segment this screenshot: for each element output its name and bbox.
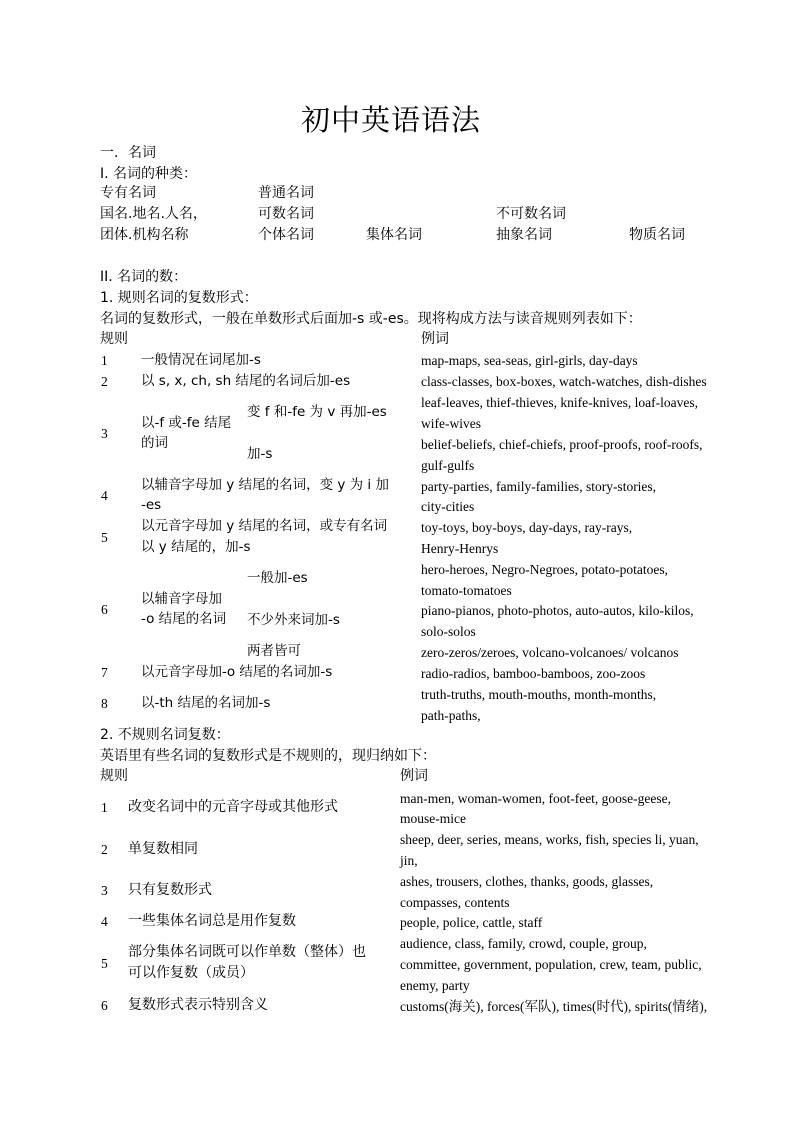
example-text: city-cities	[421, 499, 475, 514]
example-text: party-parties, family-families, story-stories,	[421, 479, 657, 494]
type-proper-noun: 专有名词	[100, 185, 156, 201]
rule-text: 以-th 结尾的名词加-s	[141, 695, 271, 711]
rule-text: 部分集体名词既可以作单数（整体）也	[128, 944, 366, 960]
rule-text: 复数形式表示特别含义	[128, 997, 268, 1013]
example-text: map-maps, sea-seas, girl-girls, day-days	[421, 353, 638, 368]
rule-text: 的词	[141, 435, 168, 451]
rule-text: 以 s, x, ch, sh 结尾的名词后加-es	[141, 373, 351, 389]
rule-text: 改变名词中的元音字母或其他形式	[128, 799, 338, 815]
rule-text: 以-f 或-fe 结尾	[141, 415, 232, 431]
column-header-examples: 例词	[421, 331, 449, 347]
example-text: truth-truths, mouth-mouths, month-months,	[421, 687, 657, 702]
type-collective-noun: 集体名词	[366, 227, 422, 243]
type-material-noun: 物质名词	[629, 227, 685, 243]
example-text: path-paths,	[421, 708, 481, 723]
row-number: 2	[101, 374, 108, 389]
row-number: 6	[101, 602, 108, 617]
example-text: mouse-mice	[400, 811, 466, 826]
example-text: toy-toys, boy-boys, day-days, ray-rays,	[421, 520, 633, 535]
type-countable: 可数名词	[258, 206, 314, 222]
section-heading-nouns: 一．名词	[100, 145, 156, 161]
rule-text: 以元音字母加 y 结尾的名词，或专有名词	[141, 518, 388, 534]
type-abstract-noun: 抽象名词	[496, 227, 552, 243]
example-text: enemy, party	[400, 978, 470, 993]
example-text: gulf-gulfs	[421, 458, 475, 473]
row-number: 5	[101, 956, 108, 971]
column-header-examples: 例词	[400, 768, 428, 784]
regular-plural-intro: 名词的复数形式，一般在单数形式后面加-s 或-es。现将构成方法与读音规则列表如下：	[100, 311, 642, 327]
example-text: zero-zeros/zeroes, volcano-volcanoes/ volcanos	[421, 645, 679, 660]
column-header-rule: 规则	[100, 768, 128, 784]
rule-text: 以辅音字母加 y 结尾的名词，变 y 为 i 加	[141, 477, 389, 493]
row-number: 1	[101, 800, 108, 815]
irregular-plural-intro: 英语里有些名词的复数形式是不规则的，现归纳如下：	[100, 748, 436, 764]
example-text: hero-heroes, Negro-Negroes, potato-potatoes,	[421, 562, 669, 577]
irregular-plural-heading: 2. 不规则名词复数：	[100, 727, 230, 743]
type-individual-noun: 个体名词	[258, 227, 314, 243]
row-number: 6	[101, 998, 108, 1013]
type-common-noun: 普通名词	[258, 185, 314, 201]
example-text: audience, class, family, crowd, couple, group,	[400, 936, 647, 951]
rule-text: -es	[141, 497, 162, 513]
example-text: solo-solos	[421, 624, 476, 639]
subrule-text: 不少外来词加-s	[247, 612, 340, 628]
rule-text: 以元音字母加-o 结尾的名词加-s	[141, 664, 333, 680]
row-number: 3	[101, 883, 108, 898]
type-uncountable: 不可数名词	[496, 206, 566, 222]
row-number: 8	[101, 696, 108, 711]
row-number: 4	[101, 914, 108, 929]
rule-text: 以辅音字母加	[141, 591, 222, 607]
row-number: 1	[101, 353, 108, 368]
rule-text: -o 结尾的名词	[141, 611, 227, 627]
example-text: compasses, contents	[400, 895, 510, 910]
rule-text: 以 y 结尾的，加-s	[141, 539, 251, 555]
example-text: leaf-leaves, thief-thieves, knife-knives, loaf-loaves,	[421, 395, 699, 410]
row-number: 7	[101, 665, 108, 680]
example-text: people, police, cattle, staff	[400, 915, 543, 930]
rule-text: 只有复数形式	[128, 882, 212, 898]
subrule-text: 加-s	[247, 446, 273, 462]
example-text: class-classes, box-boxes, watch-watches, dish-dishes	[421, 374, 707, 389]
example-text: sheep, deer, series, means, works, fish, species li, yuan,	[400, 832, 699, 847]
rule-text: 单复数相同	[128, 841, 198, 857]
regular-plural-heading: 1. 规则名词的复数形式：	[100, 290, 258, 306]
example-text: man-men, woman-women, foot-feet, goose-geese,	[400, 791, 672, 806]
rule-text: 一些集体名词总是用作复数	[128, 913, 296, 929]
row-number: 2	[101, 842, 108, 857]
rule-text: 可以作复数（成员）	[128, 965, 254, 981]
example-text: jin,	[400, 853, 418, 868]
example-text: tomato-tomatoes	[421, 583, 512, 598]
example-text: wife-wives	[421, 416, 481, 431]
type-organization-names: 团体.机构名称	[100, 227, 189, 243]
row-number: 5	[101, 530, 108, 545]
subheading-noun-types: I. 名词的种类：	[100, 166, 198, 182]
row-number: 3	[101, 426, 108, 441]
column-header-rule: 规则	[100, 331, 128, 347]
rule-text: 一般情况在词尾加-s	[141, 352, 261, 368]
example-text: committee, government, population, crew, team, public,	[400, 957, 702, 972]
subrule-text: 两者皆可	[247, 643, 301, 659]
subheading-noun-number: II. 名词的数：	[100, 269, 188, 285]
example-text: customs(海关), forces(军队), times(时代), spirits(情绪),	[400, 999, 708, 1014]
page-title: 初中英语语法	[301, 103, 482, 137]
subrule-text: 变 f 和-fe 为 v 再加-es	[247, 404, 387, 420]
type-place-names: 国名.地名.人名，	[100, 206, 207, 222]
example-text: piano-pianos, photo-photos, auto-autos, kilo-kilos,	[421, 603, 694, 618]
row-number: 4	[101, 488, 108, 503]
example-text: radio-radios, bamboo-bamboos, zoo-zoos	[421, 666, 646, 681]
example-text: Henry-Henrys	[421, 541, 499, 556]
example-text: ashes, trousers, clothes, thanks, goods, glasses,	[400, 874, 654, 889]
example-text: belief-beliefs, chief-chiefs, proof-proofs, roof-roofs,	[421, 437, 703, 452]
subrule-text: 一般加-es	[247, 570, 308, 586]
